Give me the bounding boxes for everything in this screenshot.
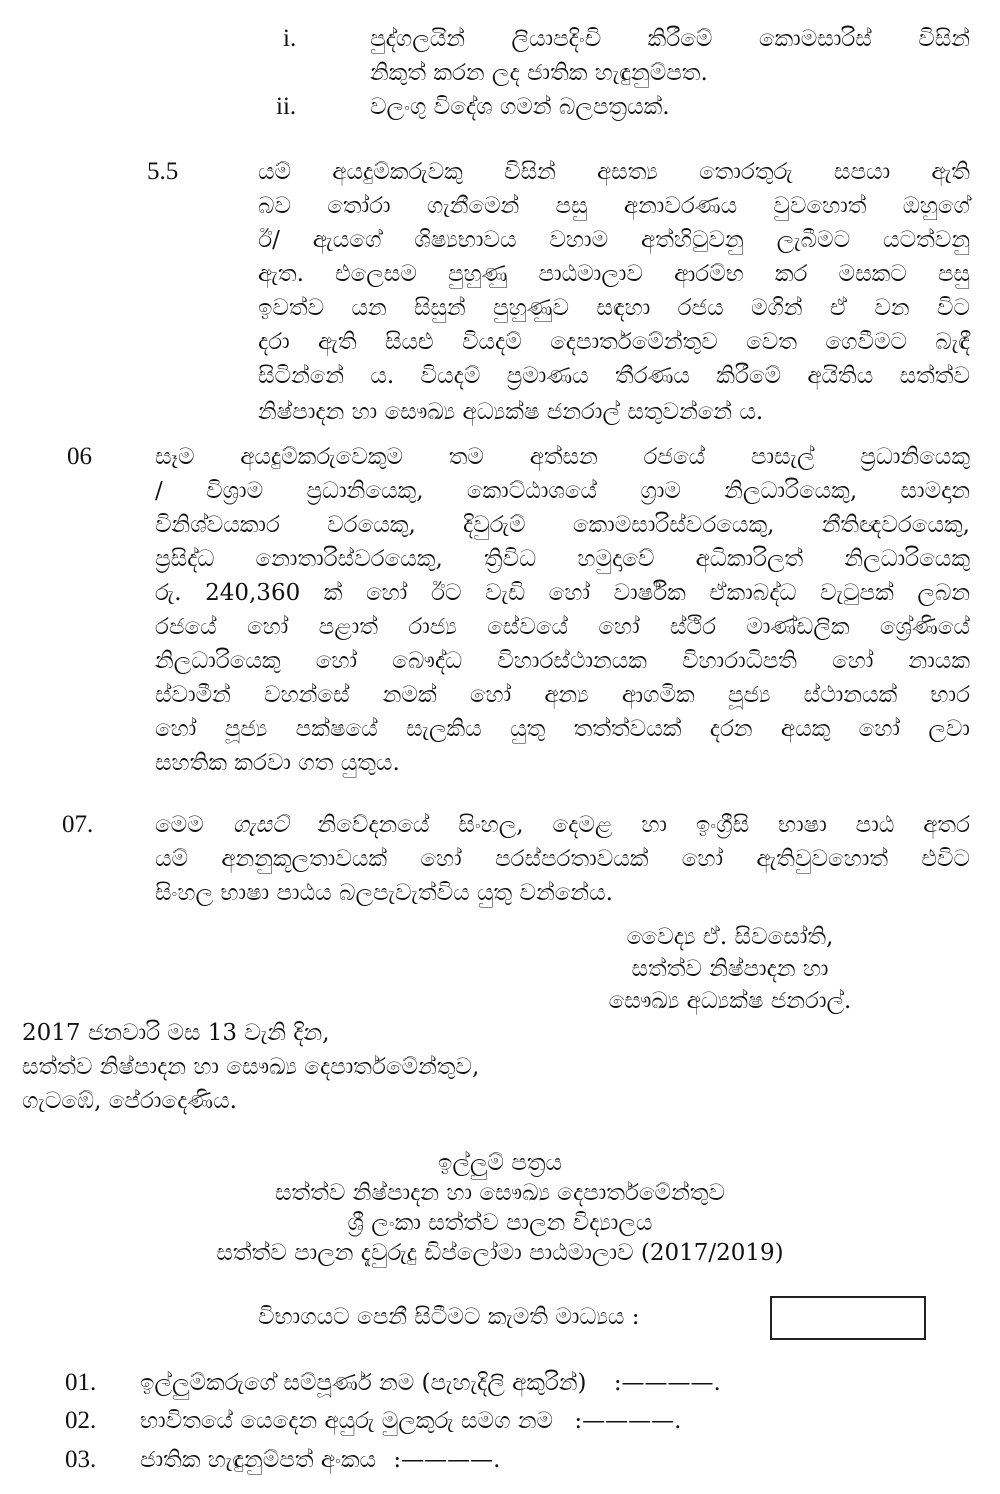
field-02-input[interactable]: :————. [574,1408,682,1434]
section-06-line-1: සෑම අයදුම්කරුවෙකුම තම අත්සන රජයේ පාසැල් ප්‍රධානියෙකු [155,444,970,470]
field-03-input[interactable]: :————. [393,1447,501,1473]
form-title: ඉල්ලුම් පත්‍රය [437,1150,563,1176]
field-03 [140,1443,500,1477]
list-item-i-line-2: නිකුත් කරන ලද ජාතික හැඳුනුම්පත. [370,60,708,86]
form-heading-department: සත්ත්ව නිෂ්පාදන හා සෞඛ්‍ය දෙපාර්තමේන්තුව [275,1180,725,1206]
field-03-number: 03. [65,1446,97,1473]
section-06-line-8: ස්වාමීන් වහන්සේ නමක් හෝ අන්‍ය ආගමික පූජ්‍ය ස්ථානයක් භාර [155,682,970,708]
signatory-name: වෛද්‍ය ඒ. සිවසෝති, [626,924,834,950]
field-02-label: භාවිතයේ යෙදෙන අයුරු මුලකුරු සමග නම [140,1408,554,1434]
signatory-title-line-2: සෞඛ්‍ය අධ්‍යක්ෂ ජනරාල්. [608,988,852,1014]
gazette-word: ගැසට් [232,812,289,838]
section-06-line-5: රු. 240,360 ක් හෝ ඊට වැඩි හෝ වාර්ෂික ඒකාබද්ධ වැටුපක් ලබන [155,580,970,606]
section-06-line-6: රජයේ හෝ පළාත් රාජ්‍ය සේවයේ හෝ ස්ථිර මාණ්ඩලික ශ්‍රේණියේ [155,614,970,640]
section-5-5-line-2: බව තෝරා ගැනීමෙන් පසු අනාවරණය වුවහොත් ඔහුගේ [258,193,970,219]
section-06-line-10: සහතික කරවා ගත යුතුය. [155,750,400,776]
date-line: 2017 ජනවාරි මස 13 වැනි දින, [22,1020,330,1046]
list-marker-ii: ii. [276,93,297,120]
section-5-5-line-4: ඇත. එලෙසම පුහුණු පාඨමාලාව ආරම්භ කර මසකට පසු [258,261,970,287]
form-heading-school: ශ්‍රී ලංකා සත්ත්ව පාලන විද්‍යාලය [347,1210,653,1236]
section-06-line-2: / විශ්‍රාම ප්‍රධානියෙකු, කොට්ඨාශයේ ග්‍රාම නිලධාරියෙකු, සාමදාන [155,478,970,504]
field-02-number: 02. [65,1407,97,1434]
list-marker-i: i. [283,25,297,52]
section-07-line-1 [155,808,970,842]
field-03-label: ජාතික හැඳුනුම්පත් අංකය [140,1447,377,1473]
section-07-number: 07. [62,811,94,838]
section-06-line-4: ප්‍රසිද්ධ නොතාරිස්වරයෙකු, ත්‍රිවිධ හමුදාවේ අධිකාරිලත් නිලධාරියෙකු [155,546,970,572]
address-line: ගැටඹේ, පේරාදෙණිය. [22,1088,237,1114]
department-line: සත්ත්ව නිෂ්පාදන හා සෞඛ්‍ය දෙපාර්තමේන්තුව, [22,1054,480,1080]
field-01 [140,1366,721,1400]
section-5-5-line-5: ඉවත්ව යන සිසුන් පුහුණුව සඳහා රජය මගින් ඒ වන විට [258,295,970,321]
section-07-line-2: යම් අනනුකූලතාවයක් හෝ පරස්පරතාවයක් හෝ ඇතිවුවහොත් එවිට [155,846,970,872]
section-06-number: 06 [67,443,92,470]
section-06-line-9: හෝ පූජ්‍ය පක්ෂයේ සැලකිය යුතු තත්ත්වයක් දරන අයකු හෝ ලවා [155,716,970,742]
list-item-ii-line-1: වලංගු විදේශ ගමන් බලපත්‍රයක්. [370,94,670,120]
field-01-input[interactable]: :————. [613,1370,721,1396]
form-heading-course: සත්ත්ව පාලන දැවුරුදු ඩිප්ලෝමා පාඨමාලාව (2017/2019) [216,1240,784,1266]
medium-label: විභාගයට පෙනී සිටීමට කැමති මාධ්‍යය : [258,1304,640,1330]
section-06-line-7: නිලධාරියෙකු හෝ බෞද්ධ විහාරස්ථානයක විහාරාධිපති හෝ නායක [155,648,970,674]
section-5-5-line-1: යම් අයදුම්කරුවකු විසින් අසත්‍ය තොරතුරු සපයා ඇති [258,159,970,185]
section-5-5-line-6: දරා ඇති සියළු වියදම් දෙපාර්තමේන්තුව වෙත ගෙවීමට බැඳී [258,329,970,355]
section-5-5-line-7: සිටින්නේ ය. වියදම් ප්‍රමාණය තීරණය කිරීමේ අයිතිය සත්ත්ව [258,363,970,389]
signatory-title-line-1: සත්ත්ව නිෂ්පාදන හා [631,956,829,982]
section-07-line-1-end: නිවේදනයේ සිංහල, දෙමළ හා ඉංග්‍රීසි භාෂා පාඨ අතර [288,812,970,838]
medium-input-box[interactable] [770,1296,926,1340]
section-5-5-number: 5.5 [147,158,179,185]
list-item-i-line-1: පුද්ගලයින් ලියාපදිංචි කිරීමේ කොමසාරිස් විසින් [370,26,970,52]
section-07-line-3: සිංහල භාෂා පාඨය බලපැවැත්විය යුතු වන්නේය. [155,880,613,906]
field-01-number: 01. [65,1369,97,1396]
section-5-5-line-3: ඊ/ ඇයගේ ශිෂ්‍යභාවය වහාම අත්හිටුවනු ලැබීමට යටත්වනු [258,227,970,253]
field-02 [140,1404,681,1438]
section-5-5-line-8: නිෂ්පාදන හා සෞඛ්‍ය අධ්‍යක්ෂ ජනරාල් සතුවන්නේ ය. [258,399,764,425]
section-07-line-1-start: මෙම [155,812,233,838]
section-06-line-3: විනිශ්වයකාර වරයෙකු, දිවුරුම් කොමසාරිස්වරයෙකු, නීතිඥවරයෙකු, [155,512,970,538]
field-01-label: ඉල්ලුම්කරුගේ සම්පූර්ණ නම (පැහැදිලි අකුරින්) [140,1370,587,1396]
